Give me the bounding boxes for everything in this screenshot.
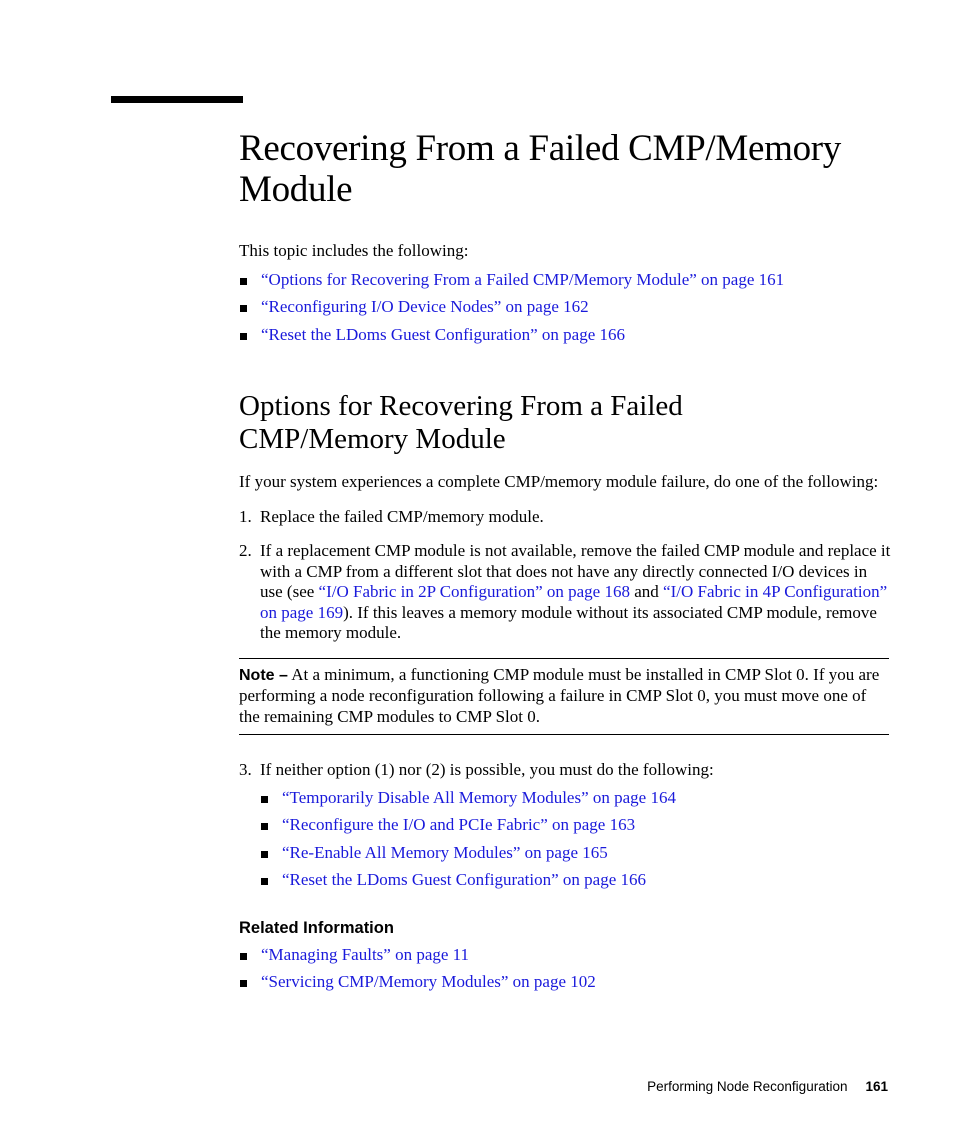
link-io-fabric-4p[interactable]: “I/O Fabric in 4P Configuration” on page 169 [260, 582, 888, 622]
list-item [260, 815, 891, 836]
step-3 [239, 760, 891, 891]
page-title: Recovering From a Failed CMP/Memory Module [239, 128, 841, 210]
list-item [239, 325, 891, 346]
note-box [239, 658, 889, 736]
step-3-links [260, 788, 891, 891]
topic-link-reset-ldoms[interactable]: “Reset the LDoms Guest Configuration” on page 166 [261, 324, 626, 344]
footer-section-title: Performing Node Reconfiguration [647, 1079, 848, 1094]
topic-link-reconfiguring-io[interactable]: “Reconfiguring I/O Device Nodes” on page 162 [261, 297, 589, 316]
chapter-rule [111, 96, 243, 103]
step-text: If a replacement CMP module is not available, remove the failed CMP module and replace it with a CMP from a different slot that does not have any directly connected I/O devices in use (see [260, 541, 891, 601]
step-text: If neither option (1) nor (2) is possible, you must do the following: [260, 760, 714, 779]
link-disable-memory[interactable]: “Temporarily Disable All Memory Modules” on page 164 [282, 787, 676, 807]
link-reconfigure-io-pcie[interactable]: “Reconfigure the I/O and PCIe Fabric” on page 163 [282, 815, 636, 834]
step-1 [239, 507, 891, 528]
link-reenable-memory[interactable]: “Re-Enable All Memory Modules” on page 165 [282, 842, 608, 862]
list-item [239, 270, 891, 291]
step-text: Replace the failed CMP/memory module. [260, 506, 544, 526]
note-text: At a minimum, a functioning CMP module must be installed in CMP Slot 0. If you are performing a node reconfiguration following a failure in CMP Slot 0, you must move one of the remaining CMP modules to CMP Slot 0. [239, 664, 880, 726]
link-managing-faults[interactable]: “Managing Faults” on page 11 [261, 944, 470, 964]
steps-list [239, 507, 891, 644]
section-heading: Options for Recovering From a Failed CMP/Memory Module [239, 390, 683, 455]
intro-text: This topic includes the following: [239, 241, 469, 260]
list-item [239, 945, 891, 966]
link-io-fabric-2p[interactable]: “I/O Fabric in 2P Configuration” on page 168 [318, 582, 630, 601]
list-item [239, 972, 891, 993]
link-servicing-cmp[interactable]: “Servicing CMP/Memory Modules” on page 102 [261, 972, 596, 991]
step-number: 2. [239, 541, 252, 560]
topic-link-options[interactable]: “Options for Recovering From a Failed CMP/Memory Module” on page 161 [261, 269, 785, 289]
step-number: 3. [239, 760, 252, 779]
related-list [239, 945, 891, 993]
related-heading: Related Information [239, 918, 394, 937]
note-label: Note – [239, 666, 288, 684]
list-item [260, 788, 891, 809]
list-item [260, 843, 891, 864]
link-reset-ldoms[interactable]: “Reset the LDoms Guest Configuration” on page 166 [282, 870, 647, 889]
step-2 [239, 541, 891, 644]
section-intro: If your system experiences a complete CMP/memory module failure, do one of the following: [239, 472, 879, 491]
step-number: 1. [239, 506, 252, 526]
topic-list [239, 270, 891, 346]
page-footer [647, 1079, 888, 1094]
step-text: ). If this leaves a memory module without its associated CMP module, remove the memory module. [260, 602, 877, 642]
list-item [260, 870, 891, 891]
page-number: 161 [865, 1079, 888, 1094]
page-content [239, 128, 891, 1000]
step-text: and [629, 582, 664, 601]
steps-list-continued [239, 760, 891, 891]
note-text-block [239, 665, 889, 728]
list-item [239, 297, 891, 318]
